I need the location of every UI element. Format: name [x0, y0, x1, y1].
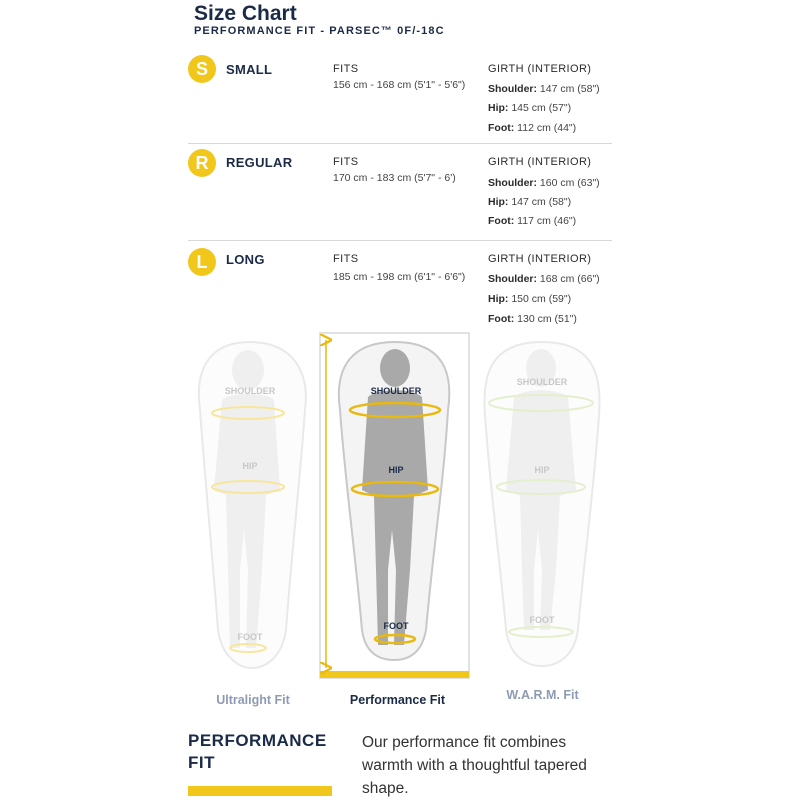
- size-name-regular: REGULAR: [226, 155, 293, 170]
- size-badge-long: L: [188, 248, 216, 276]
- girth-foot: Foot: 130 cm (51"): [488, 313, 577, 325]
- foot-label: FOOT: [529, 615, 555, 625]
- girth-hip: Hip: 147 cm (58"): [488, 196, 572, 208]
- page-subtitle: PERFORMANCE FIT - PARSEC™ 0F/-18C: [194, 25, 445, 37]
- hip-label: HIP: [388, 465, 404, 475]
- performance-fit-description: Our performance fit combines warmth with a thoughtful tapered shape.: [362, 734, 587, 797]
- girth-hip: Hip: 145 cm (57"): [488, 102, 572, 114]
- size-row-long: [188, 246, 612, 336]
- fits-value: 170 cm - 183 cm (5'7" - 6'): [333, 172, 456, 184]
- ultralight-fit-figure: [199, 342, 306, 668]
- fits-value: 156 cm - 168 cm (5'1" - 5'6"): [333, 79, 466, 91]
- shoulder-label: SHOULDER: [370, 386, 422, 396]
- shoulder-label: SHOULDER: [224, 386, 276, 396]
- size-row-regular: [188, 148, 612, 238]
- girth-foot: Foot: 117 cm (46"): [488, 215, 577, 227]
- foot-label: FOOT: [383, 621, 409, 631]
- girth-heading: GIRTH (INTERIOR): [488, 253, 592, 265]
- size-name-long: LONG: [226, 252, 265, 267]
- hip-label: HIP: [242, 461, 258, 471]
- shoulder-label: SHOULDER: [516, 377, 568, 387]
- fit-comparison-illustration: [0, 330, 800, 690]
- warm-fit-figure: [484, 342, 599, 666]
- heading-line-2: FIT: [188, 753, 215, 772]
- girth-hip: Hip: 150 cm (59"): [488, 293, 572, 305]
- size-badge-regular: R: [188, 149, 216, 177]
- highlight-bar: [320, 671, 469, 678]
- row-divider: [188, 143, 612, 144]
- fits-heading: FITS: [333, 63, 359, 75]
- heading-line-1: PERFORMANCE: [188, 731, 327, 750]
- fits-heading: FITS: [333, 156, 359, 168]
- size-badge-small: S: [188, 55, 216, 83]
- girth-foot: Foot: 112 cm (44"): [488, 122, 577, 134]
- fits-heading: FITS: [333, 253, 359, 265]
- row-divider: [188, 240, 612, 241]
- size-name-small: SMALL: [226, 62, 273, 77]
- performance-fit-heading: [188, 730, 348, 774]
- girth-shoulder: Shoulder: 168 cm (66"): [488, 273, 600, 285]
- fit-label-warm: W.A.R.M. Fit: [506, 688, 579, 702]
- girth-heading: GIRTH (INTERIOR): [488, 156, 592, 168]
- hip-label: HIP: [534, 465, 550, 475]
- performance-fit-figure: [320, 333, 469, 678]
- fits-value: 185 cm - 198 cm (6'1" - 6'6"): [333, 271, 466, 283]
- girth-shoulder: Shoulder: 147 cm (58"): [488, 83, 600, 95]
- fit-label-ultralight: Ultralight Fit: [216, 693, 290, 707]
- heading-accent-bar: [188, 786, 332, 796]
- size-row-small: [188, 54, 612, 144]
- girth-heading: GIRTH (INTERIOR): [488, 63, 592, 75]
- fit-label-performance: Performance Fit: [349, 693, 446, 707]
- girth-shoulder: Shoulder: 160 cm (63"): [488, 177, 600, 189]
- foot-label: FOOT: [237, 632, 263, 642]
- page-title: Size Chart: [194, 2, 297, 25]
